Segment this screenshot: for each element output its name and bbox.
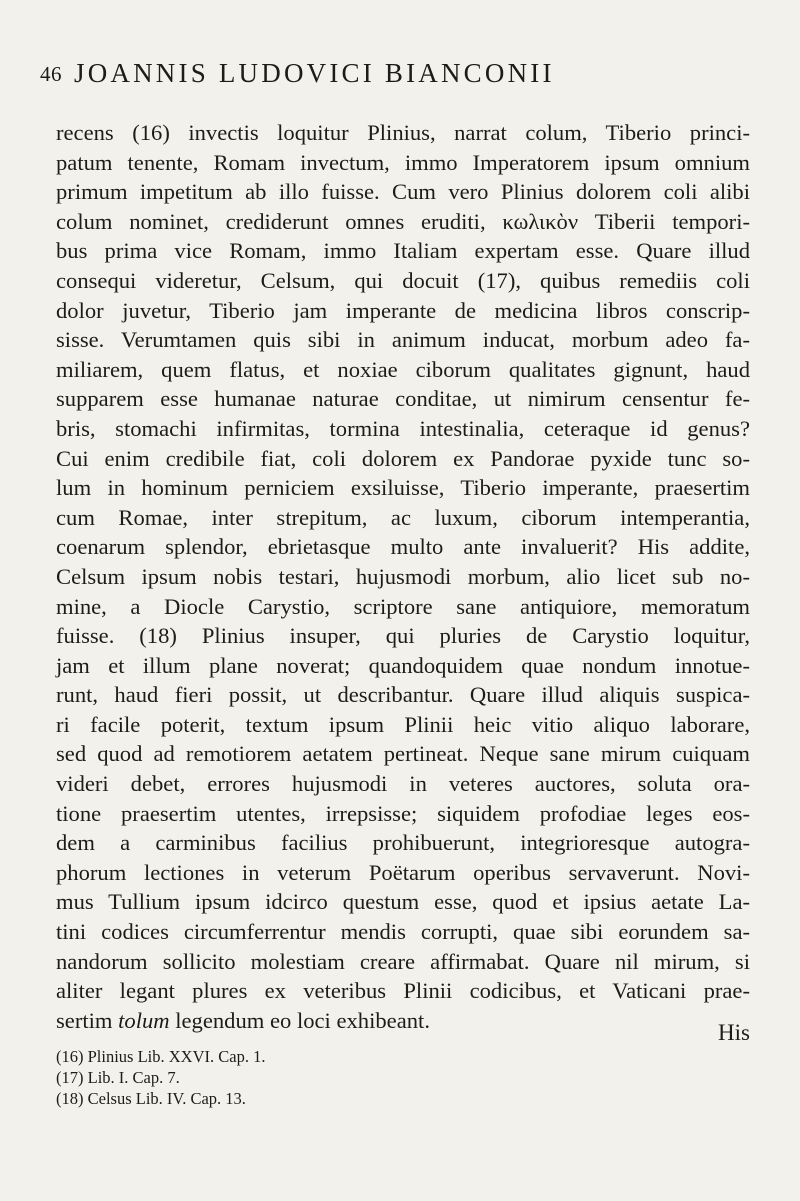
- text-line: nandorum sollicito molestiam creare affirmabat. Quare nil mirum, si: [56, 948, 750, 974]
- text-line: sertim tolum legendum eo loci exhibeant.: [56, 1007, 430, 1033]
- text-line: consequi videretur, Celsum, qui docuit (17), quibus remediis coli: [56, 267, 750, 293]
- page-number: 46: [40, 62, 62, 86]
- text-line: ri facile poterit, textum ipsum Plinii heic vitio aliquo laborare,: [56, 711, 750, 737]
- text-line: fuisse. (18) Plinius insuper, qui pluries de Carystio loquitur,: [56, 623, 750, 649]
- text-line: cum Romae, inter strepitum, ac luxum, ciborum intemperantia,: [56, 504, 750, 530]
- text-line: runt, haud fieri possit, ut describantur. Quare illud aliquis suspica-: [56, 682, 750, 708]
- text-line: bus prima vice Romam, immo Italiam expertam esse. Quare illud: [56, 238, 750, 264]
- text-line: coenarum splendor, ebrietasque multo ante invaluerit? His addite,: [56, 534, 750, 560]
- text-line: videri debet, errores hujusmodi in veteres auctores, soluta ora-: [56, 771, 750, 797]
- footnote: (18) Celsus Lib. IV. Cap. 13.: [56, 1089, 246, 1108]
- page-header: [40, 58, 760, 102]
- text-line: recens (16) invectis loquitur Plinius, narrat colum, Tiberio princi-: [56, 120, 750, 145]
- footnote: (17) Lib. I. Cap. 7.: [56, 1068, 180, 1087]
- body-text: [56, 118, 750, 1035]
- text-line: colum nominet, crediderunt omnes eruditi, κωλικὸν Tiberii tempori-: [56, 208, 750, 234]
- text-line: jam et illum plane noverat; quandoquidem quae nondum innotue-: [56, 652, 750, 678]
- running-head: JOANNIS LUDOVICI BIANCONII: [74, 58, 555, 88]
- text-line: Celsum ipsum nobis testari, hujusmodi morbum, alio licet sub no-: [56, 563, 750, 589]
- text-line: mus Tullium ipsum idcirco questum esse, quod et ipsius aetate La-: [56, 889, 750, 915]
- text-line: bris, stomachi infirmitas, tormina intestinalia, ceteraque id genus?: [56, 415, 750, 441]
- text-line: primum impetitum ab illo fuisse. Cum vero Plinius dolorem coli alibi: [56, 179, 750, 205]
- italic-word: tolum: [118, 1007, 170, 1033]
- text-line: mine, a Diocle Carystio, scriptore sane antiquiore, memoratum: [56, 593, 750, 619]
- text-line: lum in hominum perniciem exsiluisse, Tiberio imperante, praesertim: [56, 475, 750, 501]
- text-line: tini codices circumferrentur mendis corrupti, quae sibi eorundem sa-: [56, 919, 750, 945]
- text-line: supparem esse humanae naturae conditae, ut nimirum censentur fe-: [56, 386, 750, 412]
- text-line: dem a carminibus facilius prohibuerunt, integrioresque autogra-: [56, 830, 750, 856]
- catchword: His: [718, 1020, 750, 1045]
- footnotes: [56, 1046, 556, 1109]
- text-line: sisse. Verumtamen quis sibi in animum inducat, morbum adeo fa-: [56, 327, 750, 353]
- text-line: sed quod ad remotiorem aetatem pertineat. Neque sane mirum cuiquam: [56, 741, 750, 767]
- footnote: (16) Plinius Lib. XXVI. Cap. 1.: [56, 1047, 266, 1066]
- text-line: miliarem, quem flatus, et noxiae ciborum qualitates gignunt, haud: [56, 356, 750, 382]
- text-line: tione praesertim utentes, irrepsisse; siquidem profodiae leges eos-: [56, 800, 750, 826]
- text-line: dolor juvetur, Tiberio jam imperante de medicina libros conscrip-: [56, 297, 750, 323]
- text-line: phorum lectiones in veterum Poëtarum operibus servaverunt. Novi-: [56, 859, 750, 885]
- text-line: Cui enim credibile fiat, coli dolorem ex Pandorae pyxide tunc so-: [56, 445, 750, 471]
- text-line: aliter legant plures ex veteribus Plinii codicibus, et Vaticani prae-: [56, 978, 750, 1004]
- text-line: patum tenente, Romam invectum, immo Imperatorem ipsum omnium: [56, 149, 750, 175]
